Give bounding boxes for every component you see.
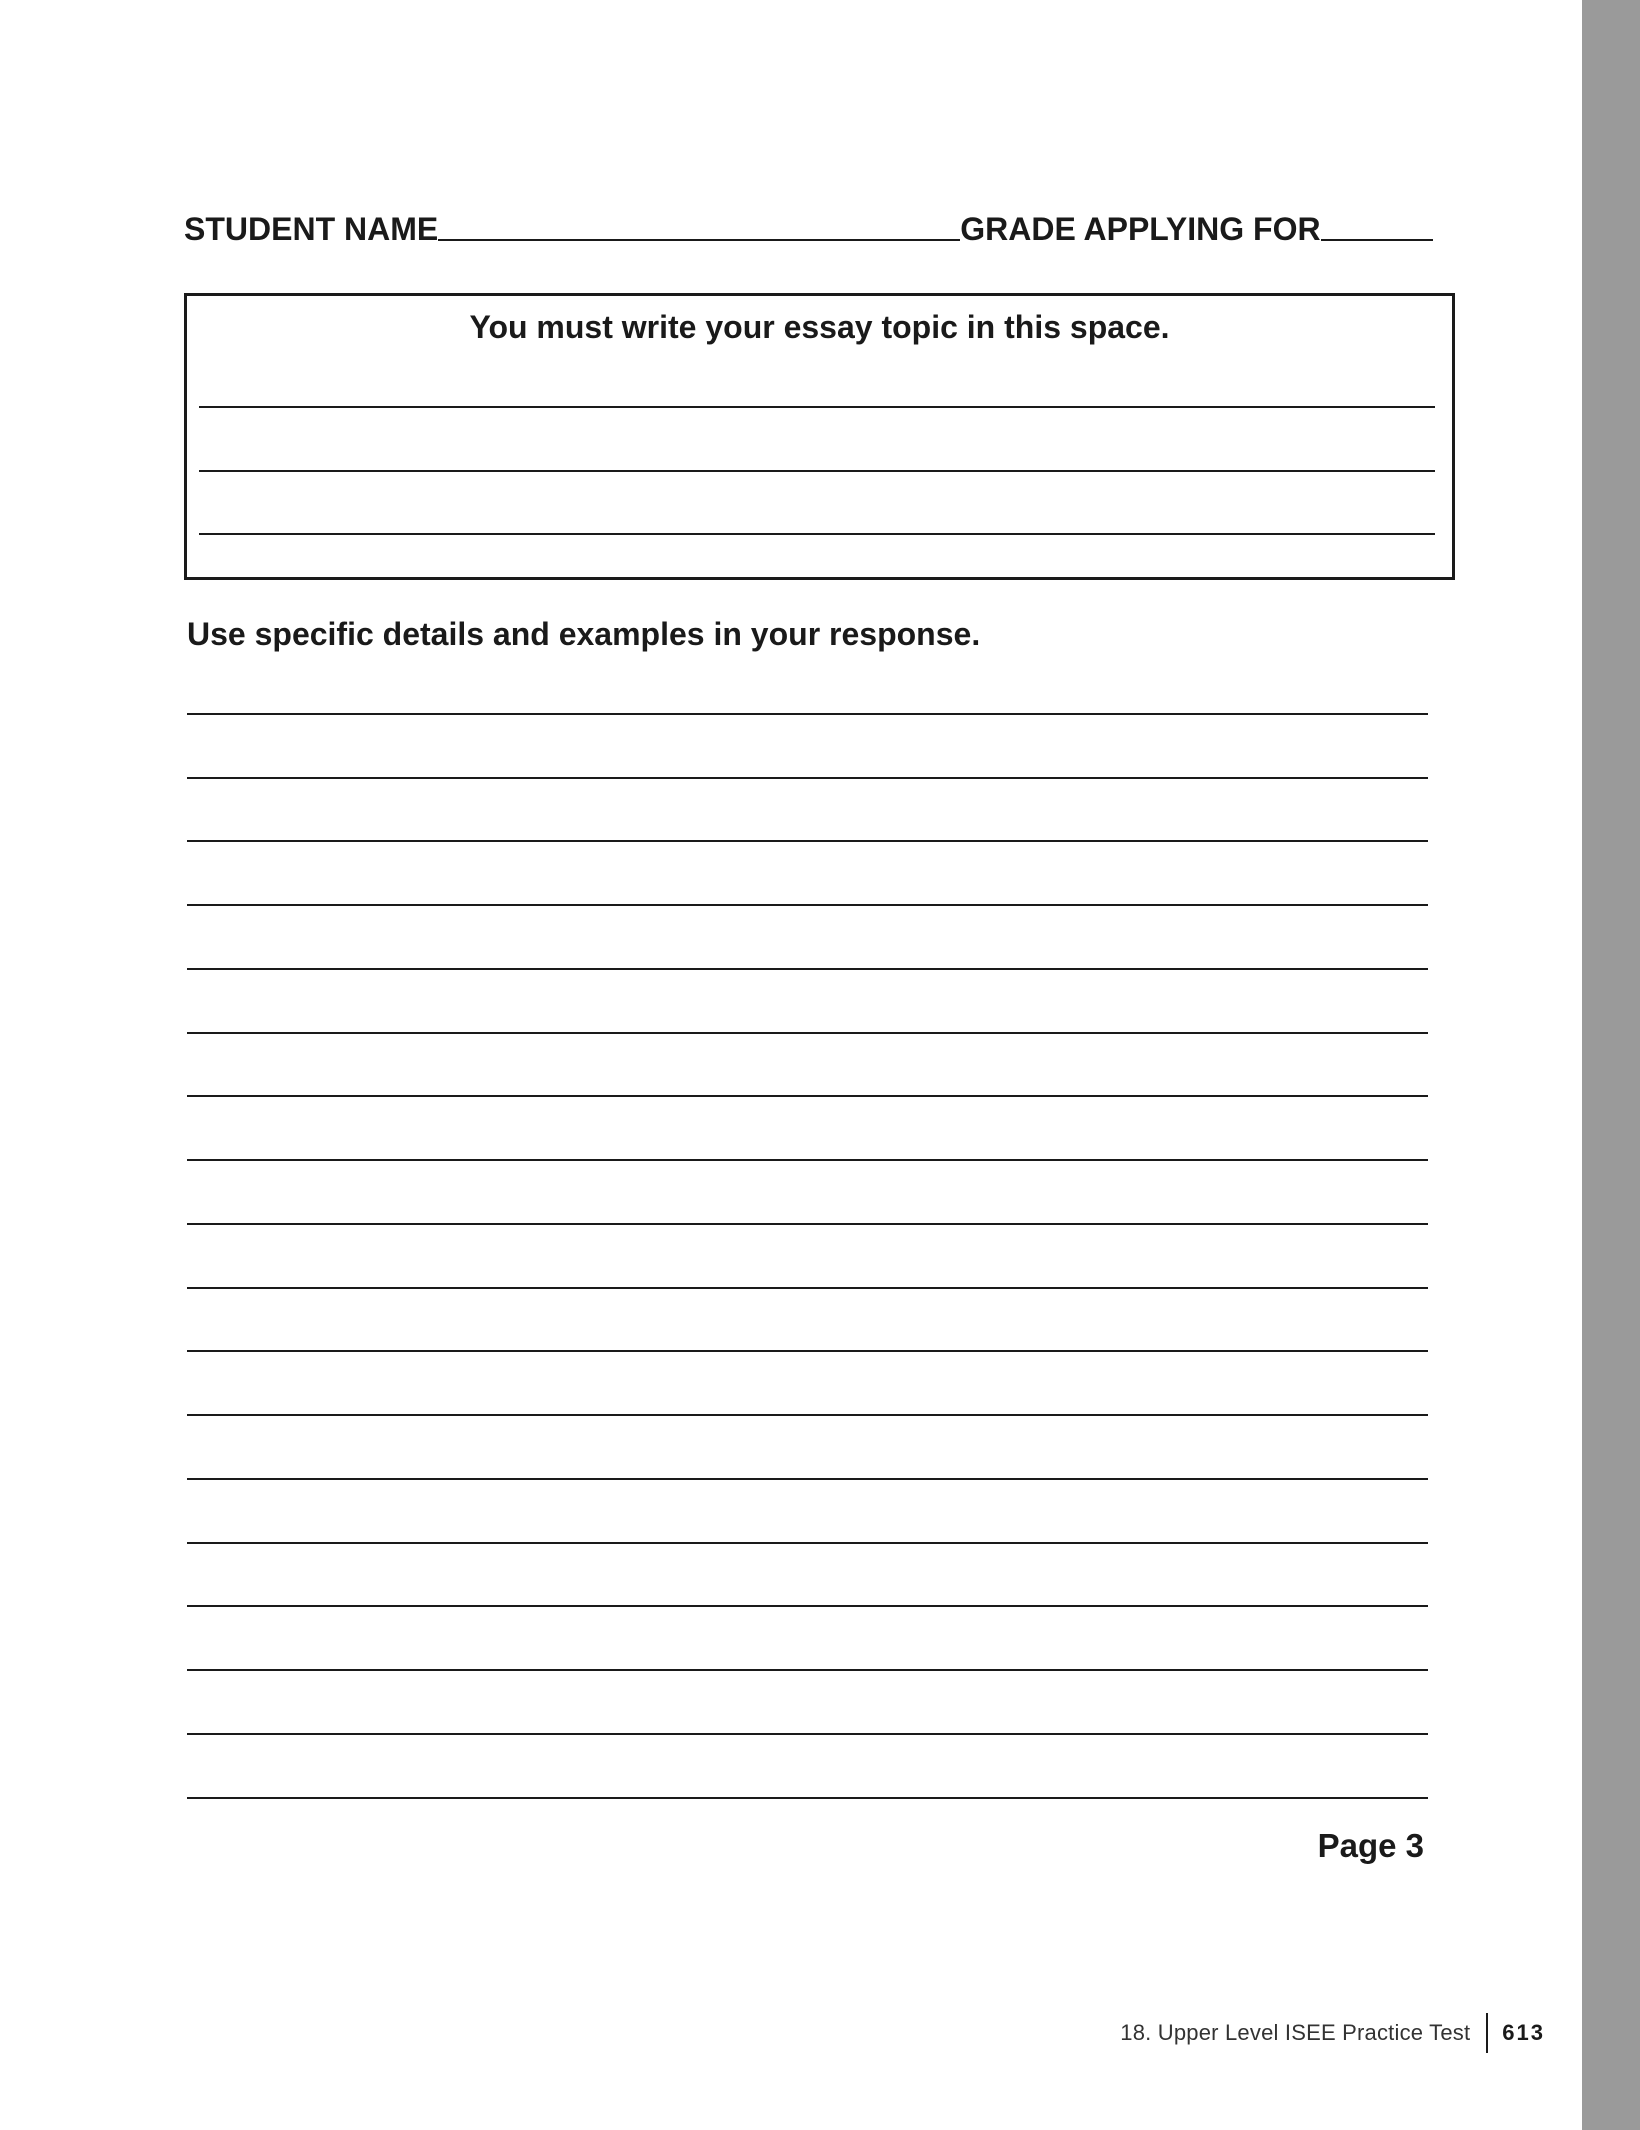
- form-page-label: Page 3: [1317, 1827, 1424, 1864]
- essay-topic-heading: You must write your essay topic in this space.: [469, 309, 1170, 345]
- response-writing-line[interactable]: [187, 904, 1428, 906]
- book-footer: [1050, 2008, 1545, 2058]
- response-writing-line[interactable]: [187, 1223, 1428, 1225]
- response-instruction: Use specific details and examples in your response.: [187, 616, 981, 652]
- essay-response-area: [187, 713, 1428, 1803]
- topic-writing-line[interactable]: [199, 406, 1435, 408]
- chapter-title: 18. Upper Level ISEE Practice Test: [1120, 2020, 1471, 2045]
- response-writing-line[interactable]: [187, 1478, 1428, 1480]
- response-writing-line[interactable]: [187, 1542, 1428, 1544]
- page-edge-tab: [1582, 0, 1640, 2130]
- response-writing-line[interactable]: [187, 1032, 1428, 1034]
- response-writing-line[interactable]: [187, 1733, 1428, 1735]
- grade-applying-blank[interactable]: [1321, 239, 1433, 241]
- book-page-number: 613: [1502, 2020, 1545, 2045]
- essay-topic-box: [184, 293, 1455, 580]
- topic-writing-line[interactable]: [199, 470, 1435, 472]
- response-writing-line[interactable]: [187, 1350, 1428, 1352]
- footer-divider: [1486, 2013, 1488, 2053]
- response-writing-line[interactable]: [187, 1605, 1428, 1607]
- response-writing-line[interactable]: [187, 1095, 1428, 1097]
- topic-writing-line[interactable]: [199, 533, 1435, 535]
- response-writing-line[interactable]: [187, 1669, 1428, 1671]
- response-writing-line[interactable]: [187, 968, 1428, 970]
- student-name-label: STUDENT NAME: [184, 211, 439, 247]
- response-writing-line[interactable]: [187, 1159, 1428, 1161]
- response-writing-line[interactable]: [187, 777, 1428, 779]
- grade-applying-label: GRADE APPLYING FOR: [960, 211, 1321, 247]
- response-writing-line[interactable]: [187, 1797, 1428, 1799]
- response-writing-line[interactable]: [187, 1414, 1428, 1416]
- response-writing-line[interactable]: [187, 1287, 1428, 1289]
- response-writing-line[interactable]: [187, 840, 1428, 842]
- student-header: [184, 200, 1446, 248]
- response-writing-line[interactable]: [187, 713, 1428, 715]
- student-name-blank[interactable]: [438, 239, 960, 241]
